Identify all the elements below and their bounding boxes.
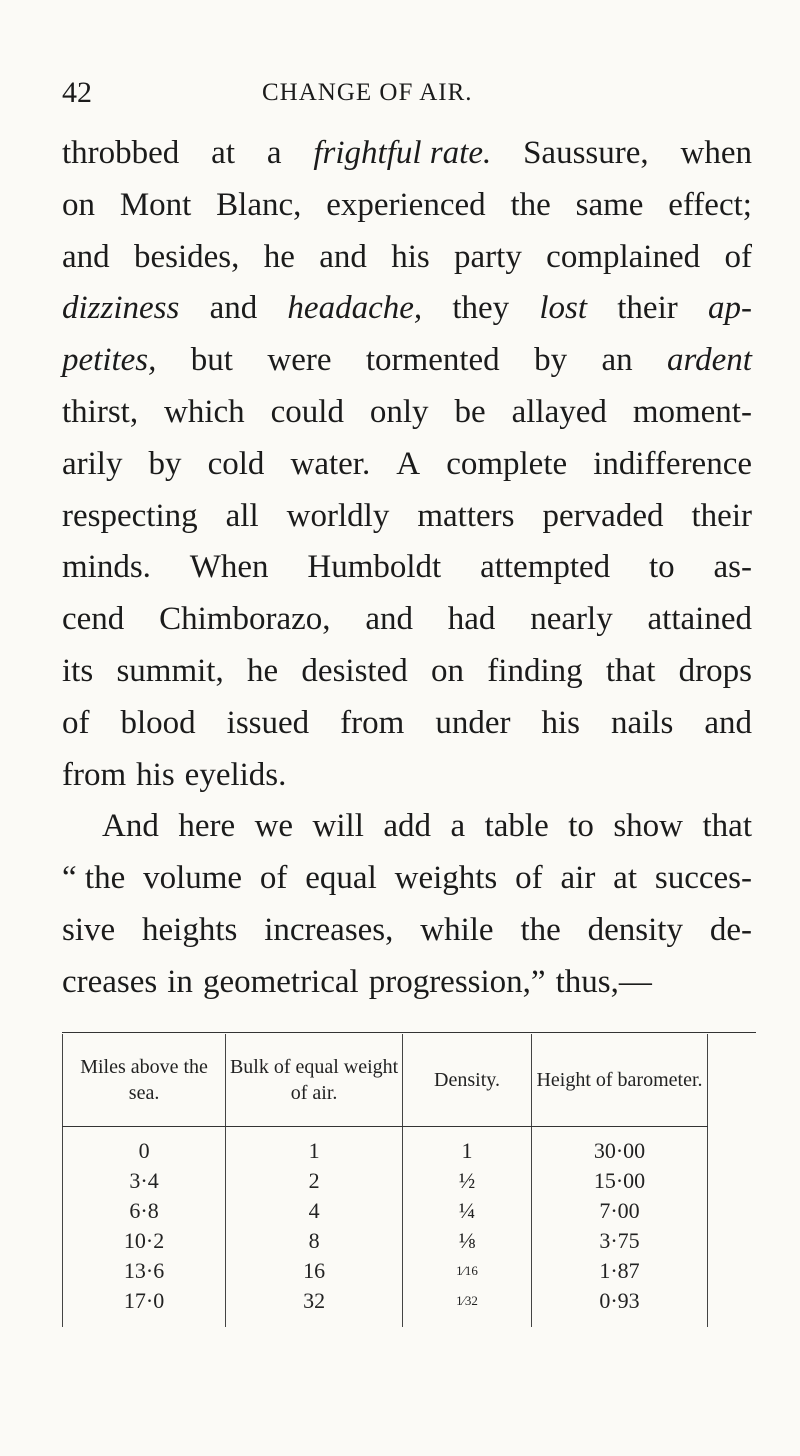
text-word: pervaded (542, 497, 664, 534)
text-word: nails (610, 704, 674, 741)
text-word: to (568, 808, 594, 845)
text-line (62, 801, 752, 853)
text-word: issued (226, 704, 310, 741)
text-word: on (431, 652, 465, 689)
text-word: complete (446, 445, 568, 482)
text-word: desisted (301, 652, 408, 689)
text-line (62, 698, 752, 750)
table-row (63, 1256, 708, 1286)
text-word: show (613, 808, 684, 845)
body-text (62, 128, 752, 1009)
text-line (62, 750, 752, 802)
page-number: 42 (62, 76, 92, 109)
text-word: eyelids. (184, 756, 287, 793)
text-word: attained (647, 601, 752, 638)
page-header (62, 76, 738, 116)
header-barometer: Height of barometer. (531, 1034, 707, 1127)
text-word: his (136, 756, 175, 793)
air-density-table (62, 1018, 708, 1330)
text-word: geometrical (202, 963, 359, 1000)
cell-bulk: 1 (226, 1127, 403, 1167)
text-word: creases (62, 963, 158, 1000)
cell-miles: 10·2 (63, 1226, 226, 1256)
text-word: by (148, 445, 182, 482)
text-word: they (452, 290, 510, 327)
table-top-rule (62, 1032, 756, 1033)
text-word: complained (546, 238, 701, 275)
text-word: table (484, 808, 549, 845)
text-word: weights (394, 860, 498, 897)
text-word: And (102, 808, 159, 845)
cell-bulk: 16 (226, 1256, 403, 1286)
text-word: and (62, 238, 110, 275)
text-word: air (560, 860, 596, 897)
text-word: party (454, 238, 522, 275)
text-word: A (396, 445, 421, 482)
text-word: worldly (286, 497, 390, 534)
text-word: allayed (511, 393, 607, 430)
text-word: matters (417, 497, 515, 534)
text-word: their (691, 497, 752, 534)
text-word: an (601, 342, 633, 379)
text-word: of (259, 860, 288, 897)
text-line (62, 128, 752, 180)
cell-barometer: 1·87 (531, 1256, 707, 1286)
text-word: Saussure, (523, 135, 649, 171)
text-word: progression,” (368, 963, 546, 1000)
text-word: drops (678, 652, 752, 689)
text-word: to (649, 549, 675, 586)
text-word: a (450, 808, 466, 845)
text-word: ap- (707, 290, 752, 327)
text-word: de- (709, 911, 752, 948)
cell-bulk: 32 (226, 1286, 403, 1327)
text-word: thus,— (555, 963, 652, 1000)
text-word: add (383, 808, 431, 845)
text-word: that (702, 808, 752, 845)
text-word: nearly (530, 601, 613, 638)
text-word: sive (62, 911, 116, 948)
text-word: of (62, 704, 90, 741)
text-line (62, 542, 752, 594)
text-word: cend (62, 601, 125, 638)
cell-miles: 3·4 (63, 1166, 226, 1196)
cell-density: ⅛ (403, 1226, 532, 1256)
table-row (63, 1196, 708, 1226)
text-word: a (266, 135, 282, 171)
text-word: besides, (133, 238, 240, 275)
text-word: which (164, 393, 245, 430)
text-word: frightful rate. (313, 135, 492, 171)
text-word: while (420, 911, 494, 948)
text-word: were (267, 342, 332, 379)
text-word: but (190, 342, 233, 379)
table (62, 1034, 708, 1327)
text-word: by (534, 342, 568, 379)
text-word: he (247, 652, 279, 689)
table-row (63, 1166, 708, 1196)
text-word: the (510, 186, 551, 223)
header-density: Density. (403, 1034, 532, 1127)
text-word: arily (62, 445, 123, 482)
cell-density: 1⁄16 (403, 1256, 532, 1286)
cell-density: 1 (403, 1127, 532, 1167)
text-word: only (369, 393, 429, 430)
text-word: of (515, 860, 543, 897)
table-row (63, 1286, 708, 1327)
cell-miles: 0 (63, 1127, 226, 1167)
text-word: dizziness (62, 290, 180, 327)
text-word: ardent (667, 342, 752, 379)
text-word: cold (207, 445, 265, 482)
text-word: when (680, 135, 752, 171)
cell-barometer: 0·93 (531, 1286, 707, 1327)
text-word: volume (143, 860, 243, 897)
text-word: Blanc, (216, 186, 302, 223)
text-word: on (62, 186, 95, 223)
text-word: respecting (62, 497, 198, 534)
cell-density: ½ (403, 1166, 532, 1196)
text-word: experienced (326, 186, 486, 223)
text-word: effect; (668, 186, 752, 223)
cell-miles: 13·6 (63, 1256, 226, 1286)
text-word: minds. (62, 549, 151, 586)
text-word: density (587, 911, 683, 948)
text-word: Mont (119, 186, 192, 223)
text-word: at (211, 135, 235, 171)
text-word: equal (305, 860, 377, 897)
header-miles: Miles above the sea. (63, 1034, 226, 1127)
text-word: he (263, 238, 295, 275)
text-line (62, 491, 752, 543)
cell-bulk: 4 (226, 1196, 403, 1226)
text-word: finding (487, 652, 583, 689)
text-word: could (270, 393, 344, 430)
text-word: throbbed (62, 135, 180, 171)
text-line (62, 180, 752, 232)
header-bulk: Bulk of equal weight of air. (226, 1034, 403, 1127)
running-head: CHANGE OF AIR. (262, 79, 473, 106)
text-line (62, 594, 752, 646)
text-word: indifference (593, 445, 752, 482)
text-word: tormented (365, 342, 500, 379)
text-word: Humboldt (307, 549, 442, 586)
text-line (62, 646, 752, 698)
cell-barometer: 3·75 (531, 1226, 707, 1256)
cell-miles: 17·0 (63, 1286, 226, 1327)
text-word: that (605, 652, 656, 689)
text-line (62, 387, 752, 439)
text-word: and (704, 704, 752, 741)
text-word: at (613, 860, 637, 897)
text-word: and (209, 290, 258, 327)
text-word: its (62, 652, 94, 689)
text-word: will (312, 808, 364, 845)
text-word: here (178, 808, 236, 845)
text-word: When (189, 549, 269, 586)
cell-bulk: 8 (226, 1226, 403, 1256)
table-row (63, 1127, 708, 1167)
text-word: we (254, 808, 294, 845)
text-line (62, 853, 752, 905)
cell-barometer: 15·00 (531, 1166, 707, 1196)
text-word: increases, (264, 911, 394, 948)
cell-density: 1⁄32 (403, 1286, 532, 1327)
table-header-row (63, 1034, 708, 1127)
text-word: all (225, 497, 259, 534)
text-word: the (520, 911, 561, 948)
text-word: summit, (116, 652, 224, 689)
text-word: petites, (62, 342, 157, 379)
text-word: headache, (287, 290, 423, 327)
text-word: be (454, 393, 486, 430)
cell-density: ¼ (403, 1196, 532, 1226)
text-word: his (391, 238, 430, 275)
text-word: water. (290, 445, 371, 482)
text-word: same (575, 186, 644, 223)
text-line (62, 439, 752, 491)
text-word: succes- (654, 860, 752, 897)
text-word: Chimborazo, (159, 601, 331, 638)
text-word: “ the (62, 860, 126, 897)
text-word: blood (120, 704, 196, 741)
text-word: under (435, 704, 511, 741)
text-word: and (365, 601, 413, 638)
cell-bulk: 2 (226, 1166, 403, 1196)
text-word: from (62, 756, 127, 793)
text-line (62, 283, 752, 335)
text-word: and (319, 238, 367, 275)
table-row (63, 1226, 708, 1256)
text-word: their (617, 290, 678, 327)
text-word: as- (713, 549, 752, 586)
text-word: his (541, 704, 580, 741)
text-line (62, 335, 752, 387)
text-word: thirst, (62, 393, 139, 430)
text-line (62, 905, 752, 957)
text-word: of (724, 238, 752, 275)
text-word: in (167, 963, 193, 1000)
text-word: had (447, 601, 496, 638)
text-word: attempted (480, 549, 611, 586)
cell-barometer: 30·00 (531, 1127, 707, 1167)
text-word: heights (142, 911, 238, 948)
text-line (62, 957, 752, 1009)
text-word: lost (539, 290, 588, 327)
text-line (62, 232, 752, 284)
text-word: from (340, 704, 405, 741)
cell-barometer: 7·00 (531, 1196, 707, 1226)
cell-miles: 6·8 (63, 1196, 226, 1226)
text-word: moment- (632, 393, 752, 430)
